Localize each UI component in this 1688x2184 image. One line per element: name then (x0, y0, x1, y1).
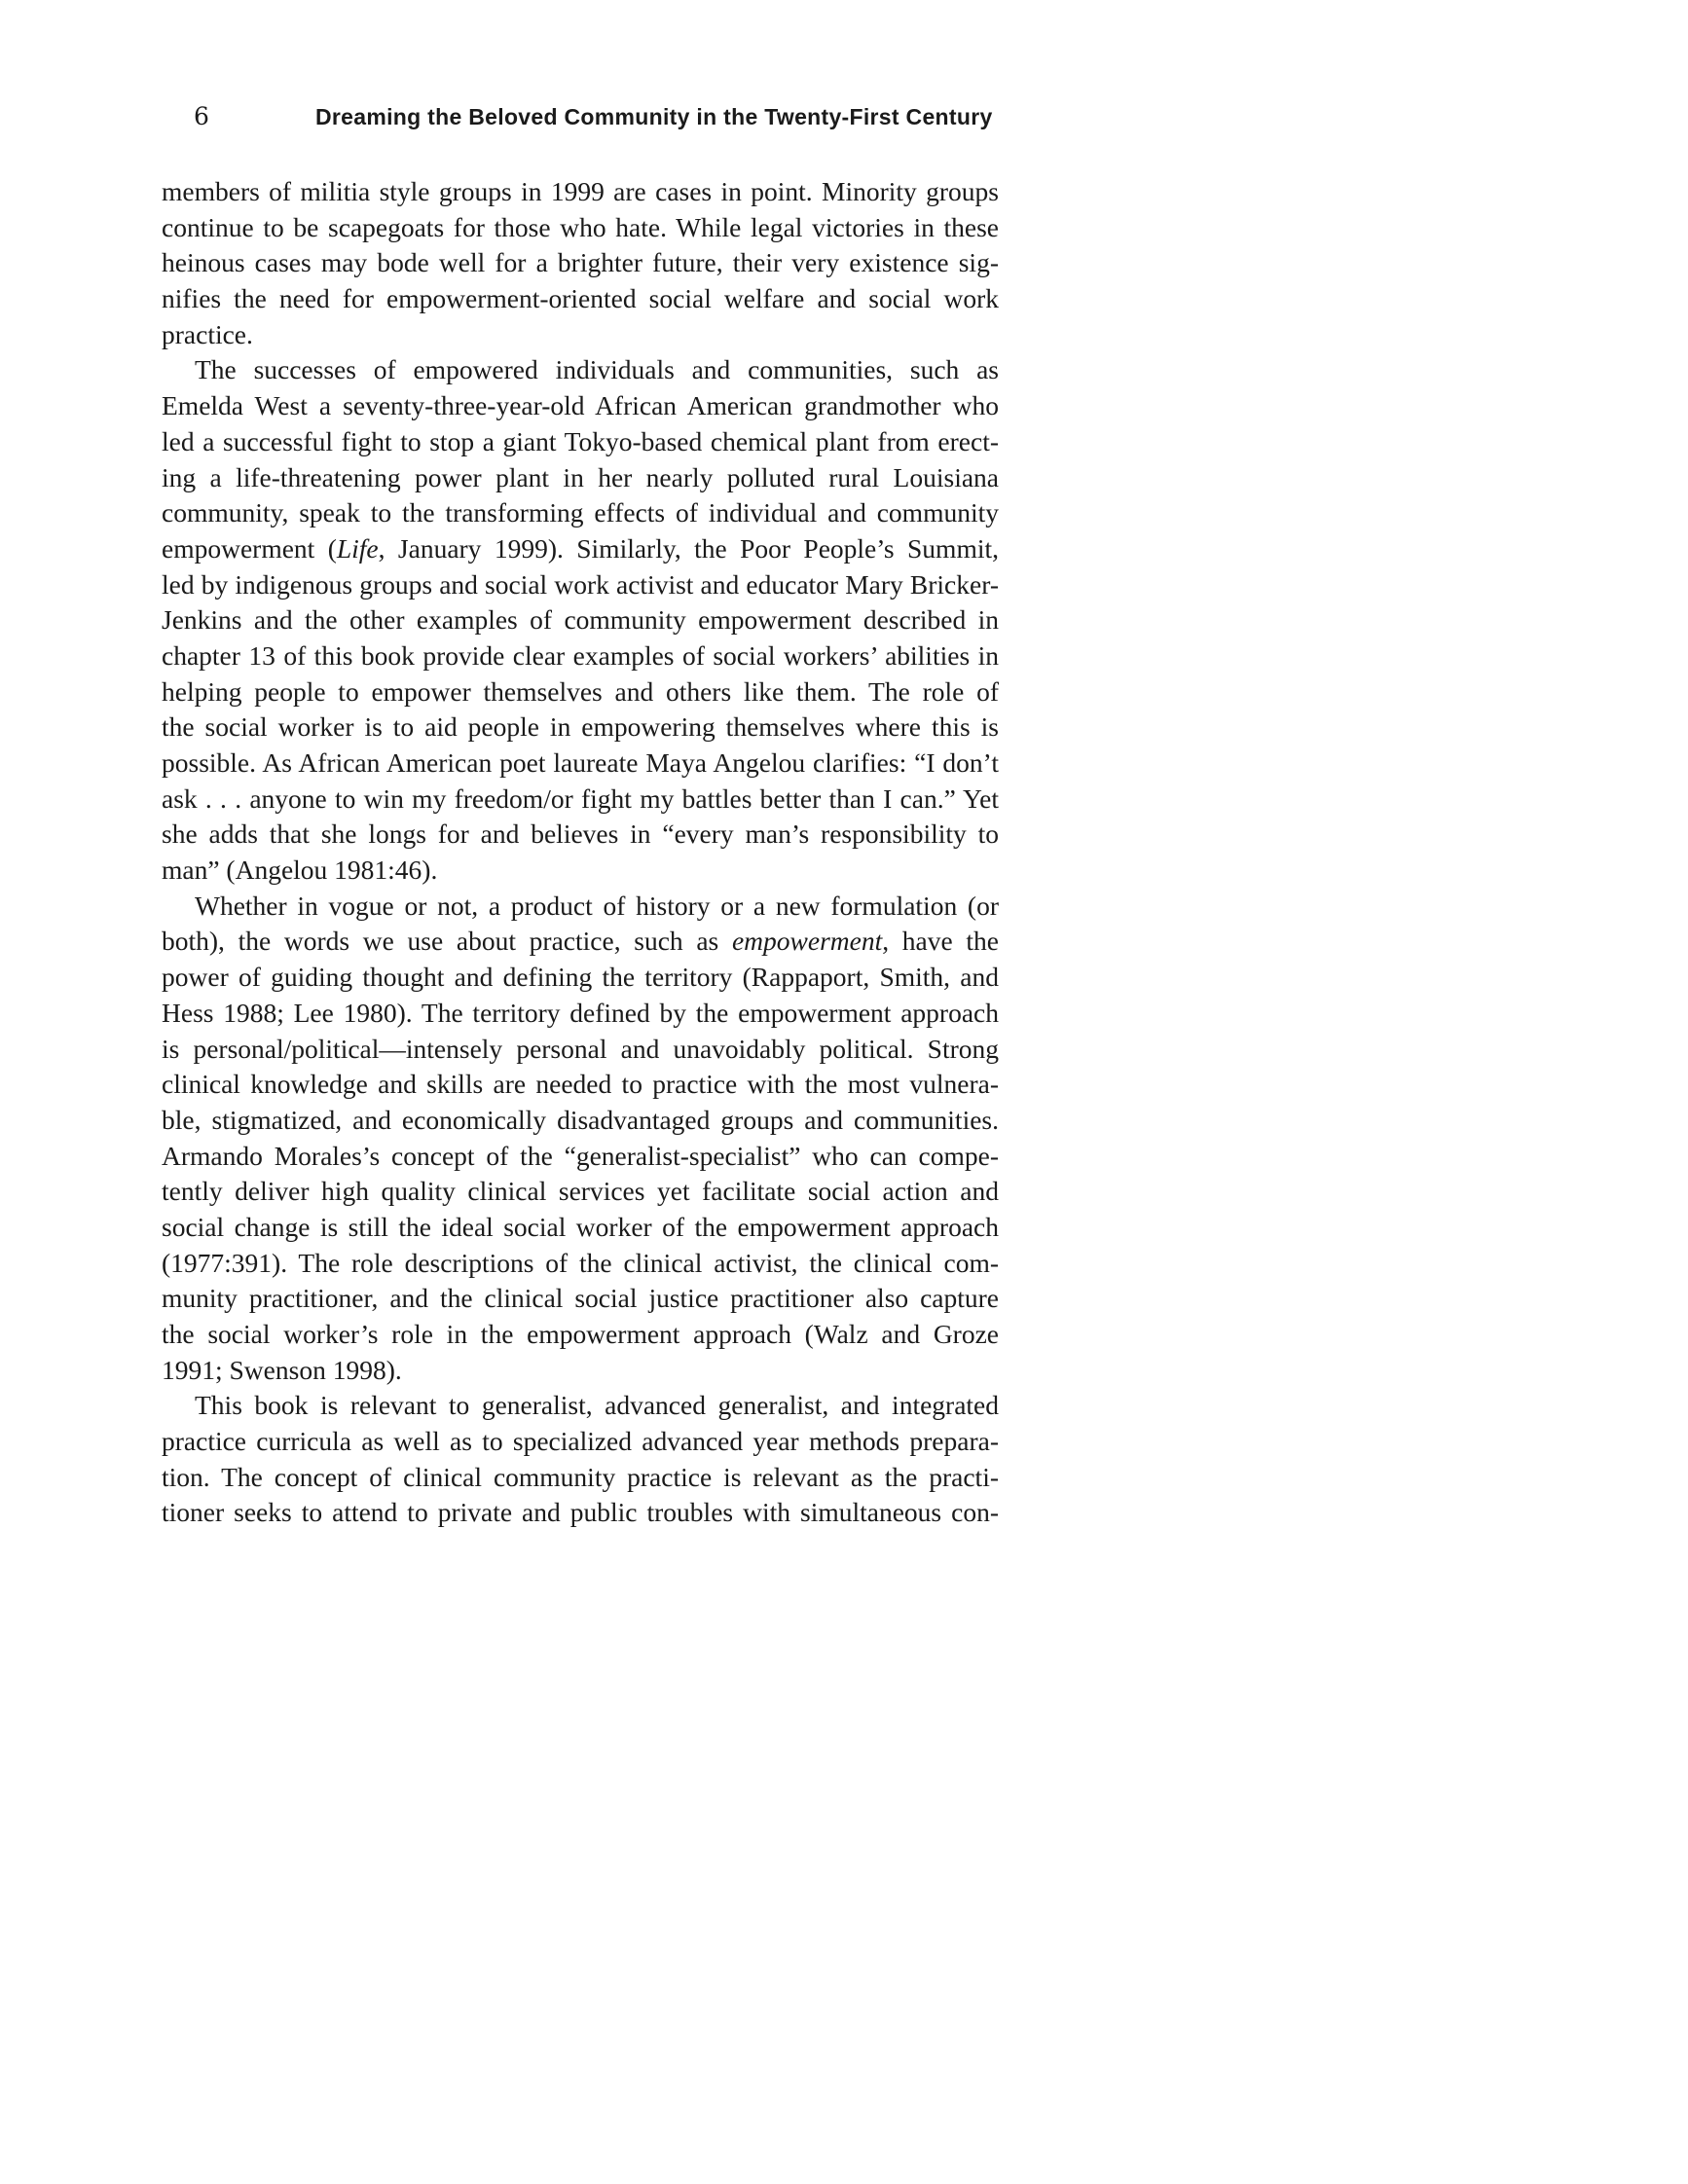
text-line: she adds that she longs for and believes in “every man’s responsibility to (162, 819, 999, 850)
paragraph-2 (162, 352, 999, 888)
text-line: members of militia style groups in 1999 are cases in point. Minority groups (162, 176, 999, 206)
text-line-with-italic: empowerment (Life, January 1999). Similarly, the Poor People’s Summit, (162, 532, 999, 564)
text-line: ask . . . anyone to win my freedom/or fight my battles better than I can.” Yet (162, 783, 999, 814)
paragraph-3 (162, 889, 999, 1389)
text-line: tion. The concept of clinical community practice is relevant as the practi- (162, 1461, 999, 1492)
text-line: Hess 1988; Lee 1980). The territory defined by the empowerment approach (162, 997, 999, 1028)
italic-word: empowerment (731, 926, 883, 957)
text-line: The successes of empowered individuals and communities, such as (195, 354, 999, 385)
text-line: power of guiding thought and defining the territory (Rappaport, Smith, and (162, 962, 999, 993)
text-line: clinical knowledge and skills are needed to practice with the most vulnera- (162, 1069, 999, 1100)
page-number: 6 (194, 102, 209, 130)
text-line: This book is relevant to generalist, advanced generalist, and integrated (195, 1390, 999, 1421)
text-line: led a successful fight to stop a giant Tokyo-based chemical plant from erect- (162, 425, 999, 456)
text-line: practice. (162, 318, 253, 349)
text-line: helping people to empower themselves and others like them. The role of (162, 675, 999, 707)
text-line: is personal/political—intensely personal and unavoidably political. Strong (162, 1033, 999, 1064)
text-line: man” (Angelou 1981:46). (162, 855, 438, 886)
body-text (162, 174, 999, 1531)
text-line: (1977:391). The role descriptions of the clinical activist, the clinical com- (162, 1247, 999, 1278)
text-line: community, speak to the transforming effects of individual and community (162, 497, 999, 528)
text-line: ble, stigmatized, and economically disadvantaged groups and communities. (162, 1104, 999, 1135)
text-line: Emelda West a seventy-three-year-old African American grandmother who (162, 390, 999, 421)
text-line: chapter 13 of this book provide clear examples of social workers’ abilities in (162, 639, 999, 671)
text-line: Jenkins and the other examples of community empowerment described in (162, 604, 999, 636)
text-line: heinous cases may bode well for a brighter future, their very existence sig- (162, 247, 999, 278)
text-line: Whether in vogue or not, a product of history or a new formulation (or (195, 890, 999, 921)
text-line: the social worker is to aid people in empowering themselves where this is (162, 711, 999, 743)
text-line: 1991; Swenson 1998). (162, 1354, 402, 1385)
text-line: tioner seeks to attend to private and public troubles with simultaneous con- (162, 1497, 999, 1528)
text-line: munity practitioner, and the clinical social justice practitioner also capture (162, 1283, 999, 1314)
text-line: Armando Morales’s concept of the “generalist-specialist” who can compe- (162, 1140, 999, 1171)
text-line: continue to be scapegoats for those who hate. While legal victories in these (162, 211, 999, 242)
text-line: practice curricula as well as to specialized advanced year methods prepara- (162, 1426, 999, 1457)
text-line: ing a life-threatening power plant in her nearly polluted rural Louisiana (162, 461, 999, 492)
paragraph-4 (162, 1388, 999, 1531)
running-head (160, 97, 1007, 136)
text-line: possible. As African American poet laureate Maya Angelou clarifies: “I don’t (162, 747, 999, 778)
text-line: tently deliver high quality clinical services yet facilitate social action and (162, 1176, 999, 1207)
text-line-with-italic: both), the words we use about practice, such as empowerment, have the (162, 926, 999, 957)
paragraph-1 (162, 174, 999, 352)
text-line: the social worker’s role in the empowerment approach (Walz and Groze (162, 1319, 999, 1349)
italic-word: Life (336, 532, 379, 564)
text-line: nifies the need for empowerment-oriented social welfare and social work (162, 283, 999, 314)
text-line: social change is still the ideal social worker of the empowerment approach (162, 1211, 999, 1242)
running-title: Dreaming the Beloved Community in the Twenty-First Century (315, 104, 993, 129)
text-line: led by indigenous groups and social work activist and educator Mary Bricker- (162, 568, 999, 600)
